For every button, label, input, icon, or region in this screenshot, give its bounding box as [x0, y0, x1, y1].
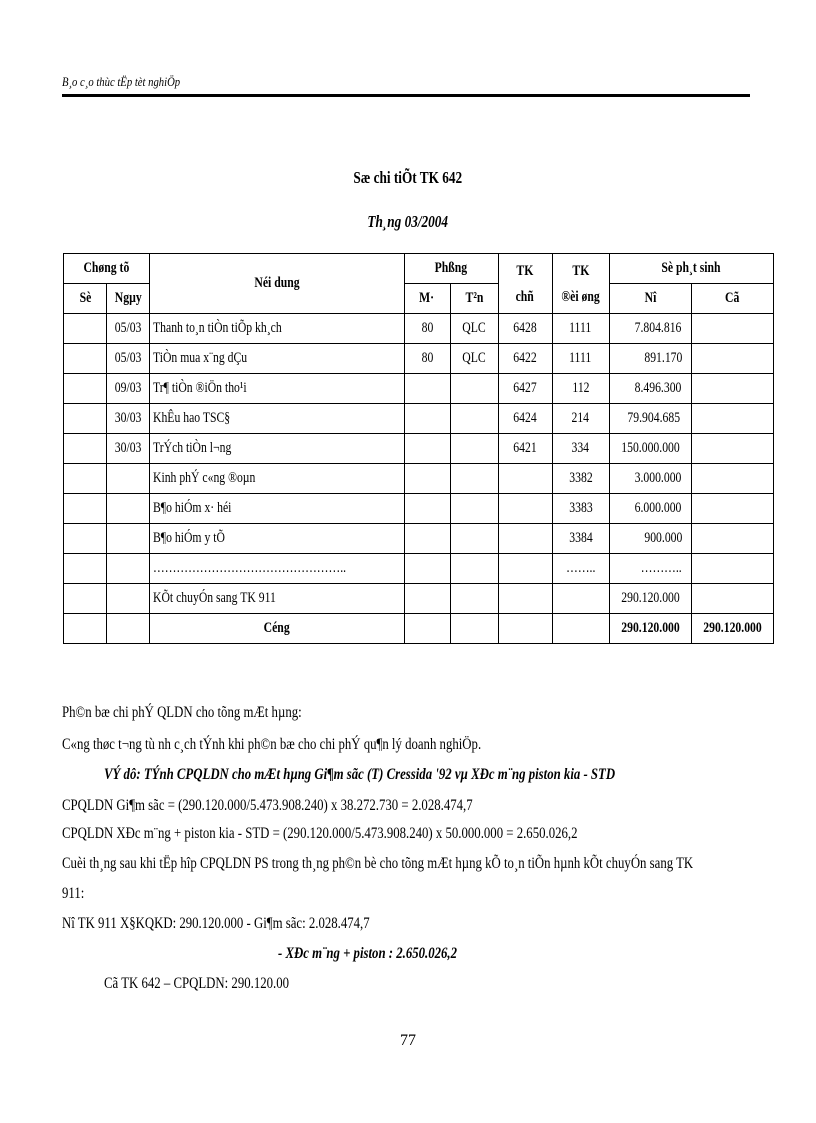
cell-co	[691, 374, 773, 404]
cell-co	[691, 494, 773, 524]
cell-ten	[450, 584, 498, 614]
cell-tk-doi-ung: 3384	[552, 524, 609, 554]
cell-no: ………..	[609, 554, 691, 584]
cell-tk-chu	[498, 494, 552, 524]
col-ma: M·	[404, 284, 450, 314]
cell-co	[691, 314, 773, 344]
cell-tk-chu: 6424	[498, 404, 552, 434]
cell-tk-doi-ung: 3382	[552, 464, 609, 494]
paragraph-credit: Cã TK 642 – CPQLDN: 290.120.00	[104, 975, 290, 992]
table-row	[64, 494, 774, 524]
table-header-row	[64, 254, 774, 284]
col-so-phat-sinh: Sè ph¸t sinh	[609, 254, 773, 284]
paragraph-allocation: Ph©n bæ chi phÝ QLDN cho tõng mÆt hµng:	[62, 704, 302, 721]
total-row	[64, 614, 774, 644]
table-row	[64, 464, 774, 494]
cell-ten	[450, 464, 498, 494]
page-number: 77	[400, 1032, 416, 1049]
cell-ten	[450, 494, 498, 524]
paragraph-debit: Nî TK 911 X§KQKD: 290.120.000 - Gi¶m sãc: 2.028.474,7	[62, 915, 370, 932]
cell-ma	[404, 374, 450, 404]
paragraph-formula: C«ng thøc t¬ng tù nh c¸ch tÝnh khi ph©n bæ cho chi phÝ qu¶n lý doanh nghiÖp.	[62, 736, 482, 753]
table-row	[64, 434, 774, 464]
cell-ngay: 30/03	[107, 404, 150, 434]
cell-co	[691, 344, 773, 374]
col-tk-doi-ung: TK ®èi øng	[552, 254, 609, 314]
cell-ma	[404, 524, 450, 554]
paragraph-closing: Cuèi th¸ng sau khi tËp hîp CPQLDN PS trong th¸ng ph©n bè cho tõng mÆt hµng kÕ to¸n tiÕn hµnh kÕt chuyÓn sang TK	[62, 855, 694, 872]
cell-ten	[450, 524, 498, 554]
cell-so	[64, 344, 107, 374]
cell-tk-doi-ung: 214	[552, 404, 609, 434]
cell-ma: 80	[404, 344, 450, 374]
cell-tk-doi-ung: 1111	[552, 314, 609, 344]
col-so: Sè	[64, 284, 107, 314]
cell-noi-dung: KÕt chuyÓn sang TK 911	[150, 584, 405, 614]
cell-tk-chu: 6428	[498, 314, 552, 344]
cell-tk-doi-ung: 112	[552, 374, 609, 404]
cell-ma	[404, 584, 450, 614]
page-subtitle: Th¸ng 03/2004	[367, 212, 449, 231]
table-row	[64, 524, 774, 554]
cell-so	[64, 584, 107, 614]
cell-no: 900.000	[609, 524, 691, 554]
cell-ngay: 09/03	[107, 374, 150, 404]
cell-ten	[450, 434, 498, 464]
cell-no: 8.496.300	[609, 374, 691, 404]
cell-ngay: 30/03	[107, 434, 150, 464]
cell-noi-dung: B¶o hiÓm y tÕ	[150, 524, 405, 554]
cell-so	[64, 494, 107, 524]
cell-so	[64, 434, 107, 464]
col-ngay: Ngµy	[107, 284, 150, 314]
cell-ma: 80	[404, 314, 450, 344]
cell-tk-doi-ung: 334	[552, 434, 609, 464]
cell-ngay	[107, 494, 150, 524]
cell-co	[691, 434, 773, 464]
col-tk-chu: TK chñ	[498, 254, 552, 314]
cell-co	[691, 554, 773, 584]
cell-tk-chu	[498, 584, 552, 614]
cell-tk-chu	[498, 464, 552, 494]
cell-so	[64, 374, 107, 404]
cell-noi-dung: …………………………………………..	[150, 554, 405, 584]
cell-ma	[404, 434, 450, 464]
col-phong: Phßng	[404, 254, 498, 284]
total-credit: 290.120.000	[691, 614, 773, 644]
cell-so	[64, 404, 107, 434]
cell-ten: QLC	[450, 314, 498, 344]
cell-noi-dung: Tr¶ tiÒn ®iÖn tho¹i	[150, 374, 405, 404]
cell-noi-dung: TrÝch tiÒn l¬ng	[150, 434, 405, 464]
cell-tk-doi-ung: 3383	[552, 494, 609, 524]
cell-ngay	[107, 554, 150, 584]
cell-noi-dung: Kinh phÝ c«ng ®oµn	[150, 464, 405, 494]
cell-co	[691, 404, 773, 434]
cell-no: 3.000.000	[609, 464, 691, 494]
cell-ngay	[107, 524, 150, 554]
cell-ngay: 05/03	[107, 314, 150, 344]
paragraph-calc-2: CPQLDN XÐc m¨ng + piston kia - STD = (290.120.000/5.473.908.240) x 50.000.000 = 2.650.026,2	[62, 825, 578, 842]
cell-so	[64, 554, 107, 584]
paragraph-calc-1: CPQLDN Gi¶m sãc = (290.120.000/5.473.908.240) x 38.272.730 = 2.028.474,7	[62, 797, 473, 814]
total-debit: 290.120.000	[609, 614, 691, 644]
col-co: Cã	[691, 284, 773, 314]
cell-ngay	[107, 584, 150, 614]
cell-ten: QLC	[450, 344, 498, 374]
col-no: Nî	[609, 284, 691, 314]
cell-noi-dung: B¶o hiÓm x· héi	[150, 494, 405, 524]
cell-tk-chu: 6427	[498, 374, 552, 404]
cell-tk-chu	[498, 554, 552, 584]
cell-tk-chu: 6422	[498, 344, 552, 374]
cell-tk-doi-ung	[552, 584, 609, 614]
table-row	[64, 404, 774, 434]
cell-ngay: 05/03	[107, 344, 150, 374]
cell-noi-dung: KhÊu hao TSC§	[150, 404, 405, 434]
cell-no: 6.000.000	[609, 494, 691, 524]
cell-tk-doi-ung: ……..	[552, 554, 609, 584]
paragraph-debit-2: - XÐc m¨ng + piston : 2.650.026,2	[278, 945, 458, 962]
total-label: Céng	[150, 614, 405, 644]
cell-ngay	[107, 464, 150, 494]
cell-so	[64, 314, 107, 344]
table-row	[64, 314, 774, 344]
cell-ten	[450, 404, 498, 434]
cell-ma	[404, 404, 450, 434]
col-noi-dung: Néi dung	[150, 254, 405, 314]
page-title: Sæ chi tiÕt TK 642	[353, 168, 463, 187]
cell-ten	[450, 554, 498, 584]
page-header: B¸o c¸o thùc tËp tèt nghiÖp	[62, 74, 181, 89]
col-chung-tu: Chøng tõ	[64, 254, 150, 284]
cell-tk-doi-ung: 1111	[552, 344, 609, 374]
cell-no: 7.804.816	[609, 314, 691, 344]
header-rule	[62, 94, 750, 97]
cell-co	[691, 584, 773, 614]
cell-co	[691, 464, 773, 494]
cell-no: 150.000.000	[609, 434, 691, 464]
cell-ma	[404, 494, 450, 524]
cell-no: 290.120.000	[609, 584, 691, 614]
paragraph-closing-cont: 911:	[62, 885, 85, 902]
table-row	[64, 374, 774, 404]
paragraph-example: VÝ dô: TÝnh CPQLDN cho mÆt hµng Gi¶m sãc (T) Cressida '92 vµ XÐc m¨ng piston kia - STD	[104, 766, 616, 783]
cell-noi-dung: Thanh to¸n tiÒn tiÕp kh¸ch	[150, 314, 405, 344]
cell-tk-chu	[498, 524, 552, 554]
table-row	[64, 344, 774, 374]
cell-ma	[404, 554, 450, 584]
cell-co	[691, 524, 773, 554]
table-row	[64, 584, 774, 614]
cell-ma	[404, 464, 450, 494]
cell-noi-dung: TiÒn mua x¨ng dÇu	[150, 344, 405, 374]
ledger-table	[63, 253, 774, 644]
cell-so	[64, 524, 107, 554]
cell-no: 891.170	[609, 344, 691, 374]
cell-ten	[450, 374, 498, 404]
table-row	[64, 554, 774, 584]
cell-no: 79.904.685	[609, 404, 691, 434]
cell-tk-chu: 6421	[498, 434, 552, 464]
col-ten: T²n	[450, 284, 498, 314]
cell-so	[64, 464, 107, 494]
